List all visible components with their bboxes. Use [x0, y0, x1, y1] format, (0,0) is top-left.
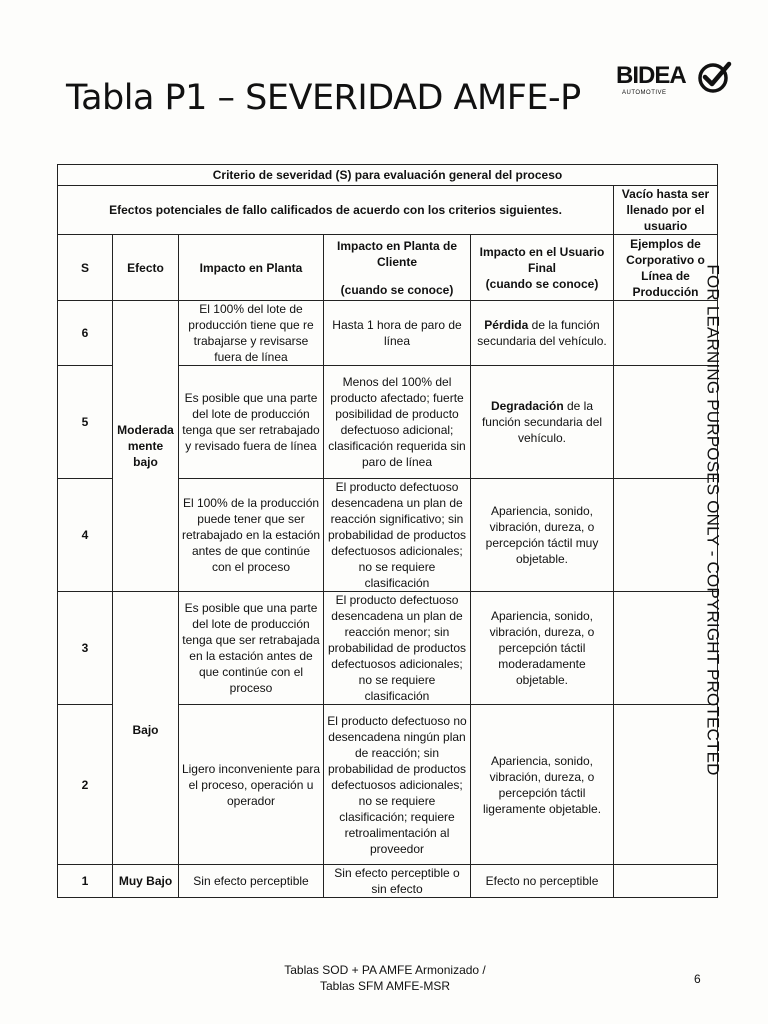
table-caption: Criterio de severidad (S) para evaluación general del proceso [58, 165, 718, 186]
impact-client-plant: Hasta 1 hora de paro de línea [324, 301, 471, 366]
severity-value: 4 [58, 479, 113, 592]
table-row [58, 592, 718, 705]
impact-client-plant: Menos del 100% del producto afectado; fuerte posibilidad de producto defectuoso adicional; clasificación requerida sin paro de línea [324, 366, 471, 479]
impact-plant: Ligero inconveniente para el proceso, operación u operador [179, 705, 324, 865]
impact-end-user-text: de la función secundaria del vehículo. [477, 318, 607, 348]
header-ejemplos: Ejemplos de Corporativo o Línea de Producción [614, 235, 718, 301]
header-impacto-cliente-label: Impacto en Planta de Cliente [336, 238, 458, 269]
footer-line-1: Tablas SOD + PA AMFE Armonizado / [284, 963, 486, 977]
table-intro: Efectos potenciales de fallo calificados de acuerdo con los criterios siguientes. [58, 186, 614, 235]
copyright-watermark [700, 250, 724, 795]
header-impacto-usuario [471, 235, 614, 301]
logo-subtitle: AUTOMOTIVE [622, 90, 667, 96]
page-number: 6 [694, 972, 701, 986]
impact-plant: El 100% de la producción puede tener que ser retrabajado en la estación antes de que continúe con el proceso [179, 479, 324, 592]
examples-cell [614, 865, 718, 898]
logo-name: BIDEA [616, 62, 686, 89]
severity-value: 2 [58, 705, 113, 865]
severity-table [57, 164, 718, 898]
impact-plant: El 100% del lote de producción tiene que re trabajarse y revisarse fuera de línea [179, 301, 324, 366]
watermark-text: FOR LEARNING PURPOSES ONLY - COPYRIGHT PROTECTED [703, 264, 723, 776]
impact-client-plant: El producto defectuoso desencadena un plan de reacción significativo; sin probabilidad de productos defectuosos adicionales; no se requiere clasificación [324, 479, 471, 592]
effect-bajo: Bajo [113, 592, 179, 865]
severity-value: 5 [58, 366, 113, 479]
impact-end-user-text: de la función secundaria del vehículo. [481, 399, 603, 445]
footer [250, 962, 520, 994]
impact-client-plant: El producto defectuoso no desencadena ningún plan de reacción; sin probabilidad de productos defectuosos adicionales; no se requiere clasificación; requiere retroalimentación al proveedor [324, 705, 471, 865]
column-headers [58, 235, 718, 301]
header-impacto-usuario-note: (cuando se conoce) [485, 276, 599, 291]
table-row [58, 301, 718, 366]
impact-client-plant: Sin efecto perceptible o sin efecto [324, 865, 471, 898]
impact-plant: Es posible que una parte del lote de producción tenga que ser retrabajado y revisado fuera de línea [179, 366, 324, 479]
header-efecto: Efecto [113, 235, 179, 301]
impact-end-user-keyword: Pérdida [484, 318, 529, 332]
header-impacto-cliente [324, 235, 471, 301]
impact-end-user [471, 366, 614, 479]
impact-end-user: Apariencia, sonido, vibración, dureza, o percepción táctil muy objetable. [471, 479, 614, 592]
severity-value: 6 [58, 301, 113, 366]
header-impacto-usuario-label: Impacto en el Usuario Final [479, 244, 605, 275]
footer-line-2: Tablas SFM AMFE-MSR [319, 979, 451, 993]
impact-end-user [471, 301, 614, 366]
impact-plant: Sin efecto perceptible [179, 865, 324, 898]
user-fill-note: Vacío hasta ser llenado por el usuario [614, 186, 718, 235]
bidea-logo [616, 60, 736, 108]
impact-end-user: Apariencia, sonido, vibración, dureza, o percepción táctil ligeramente objetable. [471, 705, 614, 865]
impact-end-user: Efecto no perceptible [471, 865, 614, 898]
effect-moderadamente-bajo: Moderada mente bajo [113, 301, 179, 592]
page-title: Tabla P1 – SEVERIDAD AMFE-P [66, 78, 581, 118]
table-row [58, 865, 718, 898]
severity-value: 1 [58, 865, 113, 898]
effect-muy-bajo: Muy Bajo [113, 865, 179, 898]
header-impacto-planta: Impacto en Planta [179, 235, 324, 301]
impact-client-plant: El producto defectuoso desencadena un plan de reacción menor; sin probabilidad de productos defectuosos adicionales; no se requiere clasificación [324, 592, 471, 705]
impact-end-user-keyword: Degradación [490, 399, 564, 413]
header-impacto-cliente-note: (cuando se conoce) [340, 282, 454, 297]
impact-end-user: Apariencia, sonido, vibración, dureza, o percepción táctil moderadamente objetable. [471, 592, 614, 705]
checkmark-logo-icon [696, 60, 732, 96]
header-s: S [58, 235, 113, 301]
severity-value: 3 [58, 592, 113, 705]
impact-plant: Es posible que una parte del lote de producción tenga que ser retrabajada en la estación antes de que continúe con el proceso [179, 592, 324, 705]
